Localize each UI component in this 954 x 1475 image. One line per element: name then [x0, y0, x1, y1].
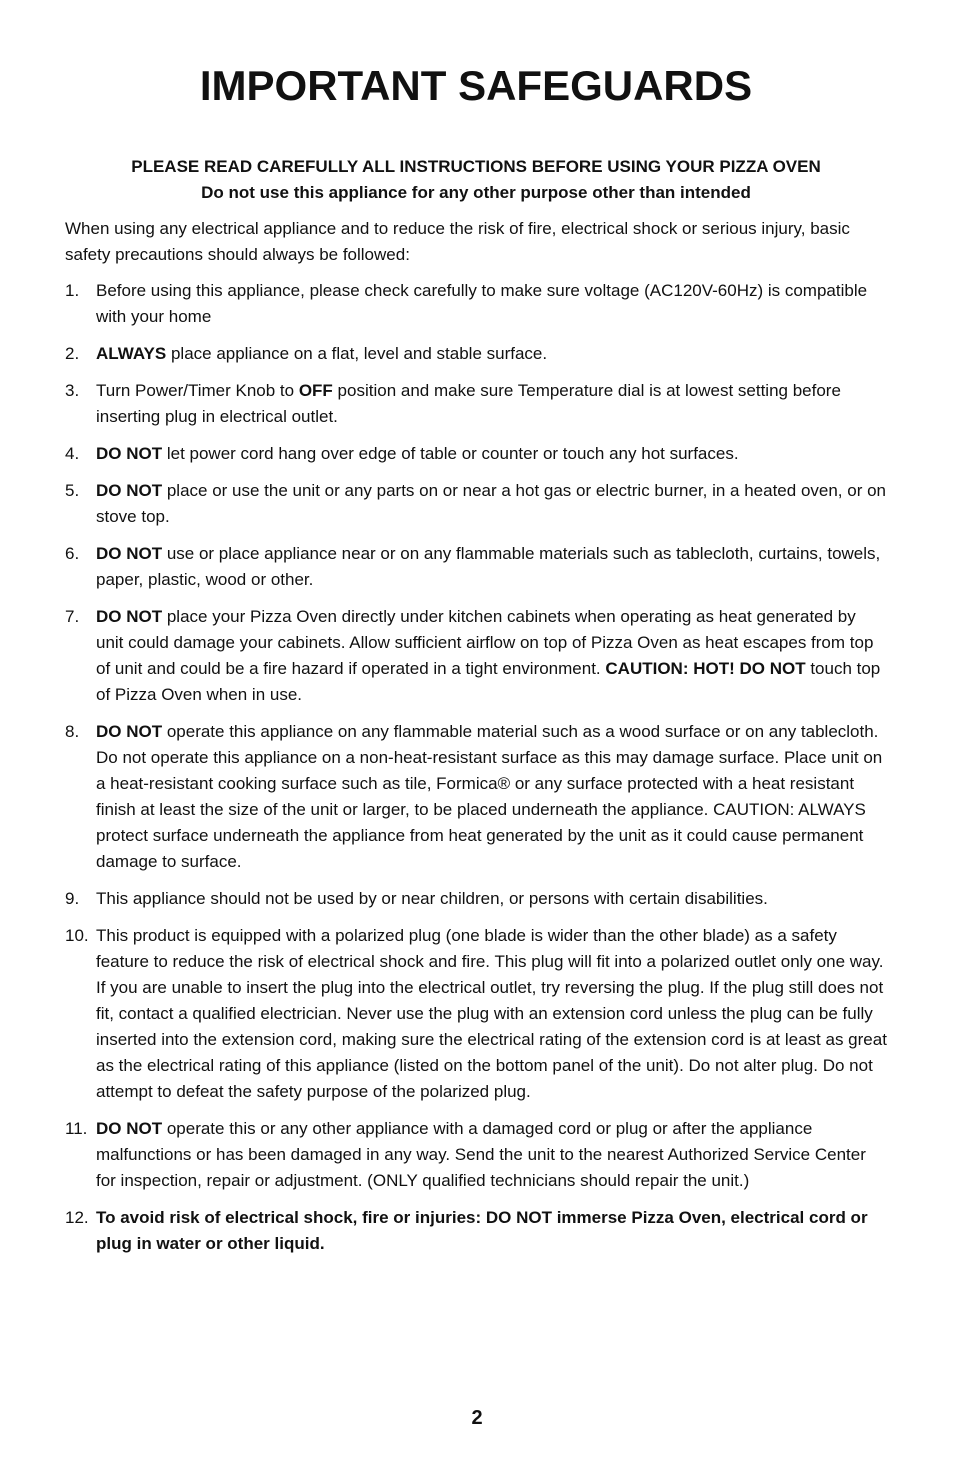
item-lead: DO NOT [96, 1119, 163, 1138]
item-bold: CAUTION: HOT! DO NOT [605, 659, 806, 678]
item-lead: DO NOT [96, 722, 163, 741]
list-item [65, 341, 887, 367]
subheading-intended-use: Do not use this appliance for any other purpose other than intended [201, 183, 751, 202]
list-item [65, 378, 887, 430]
item-lead: DO NOT [96, 607, 163, 626]
item-number: 7. [65, 607, 80, 626]
item-text: let power cord hang over edge of table or counter or touch any hot surfaces. [162, 444, 739, 463]
item-number: 9. [65, 889, 80, 908]
list-item [65, 1205, 887, 1257]
item-text: place appliance on a flat, level and stable surface. [166, 344, 548, 363]
item-text: operate this appliance on any flammable material such as a wood surface or on any tablecloth. Do not operate this appliance on a non-heat-resistant surface as this may damage surface. Place unit on a heat-resistant cooking surface such as tile, Formica® or any surface protected with a heat resistant finish at least the size of the unit or larger, to be placed underneath the appliance. CAUTION: ALWAYS protect surface underneath the appliance from heat generated by the unit as it could cause permanent damage to surface. [96, 722, 883, 871]
list-item [65, 441, 887, 467]
list-item [65, 478, 887, 530]
item-text: This appliance should not be used by or near children, or persons with certain disabilities. [96, 889, 768, 908]
item-number: 1. [65, 281, 80, 300]
item-number: 5. [65, 481, 80, 500]
item-number: 12. [65, 1208, 89, 1227]
list-item [65, 1116, 887, 1194]
safeguards-list [65, 278, 887, 1257]
list-item [65, 541, 887, 593]
item-text: This product is equipped with a polarized plug (one blade is wider than the other blade) as a safety feature to reduce the risk of electrical shock and fire. This plug will fit into a polarized outlet only one way. If you are unable to insert the plug into the electrical outlet, try reversing the plug. If the plug still does not fit, contact a qualified electrician. Never use the plug with an extension cord unless the plug can be fully inserted into the extension cord, making sure the electrical rating of the extension cord is at least as great as the electrical rating of this appliance (listed on the bottom panel of the unit). Do not alter plug. Do not attempt to defeat the safety purpose of the polarized plug. [96, 926, 887, 1101]
item-lead: DO NOT [96, 444, 163, 463]
item-number: 8. [65, 722, 80, 741]
item-text: place your Pizza Oven directly under kitchen cabinets when operating as heat generated by unit could damage your cabinets. Allow sufficient airflow on top of Pizza Oven as heat escapes from top of unit and could be a fire hazard if operated in a tight environment. [96, 607, 874, 678]
item-number: 3. [65, 381, 80, 400]
item-number: 2. [65, 344, 80, 363]
list-item [65, 604, 887, 708]
item-lead: DO NOT [96, 481, 163, 500]
item-text: position and make sure Temperature dial is at lowest setting before inserting plug in electrical outlet. [96, 381, 841, 426]
list-item [65, 886, 887, 912]
intro-paragraph: When using any electrical appliance and to reduce the risk of fire, electrical shock or serious injury, basic safety precautions should always be followed: [65, 219, 850, 264]
list-item [65, 719, 887, 875]
item-text: Turn Power/Timer Knob to [96, 381, 299, 400]
subheading-read-instructions: PLEASE READ CAREFULLY ALL INSTRUCTIONS BEFORE USING YOUR PIZZA OVEN [131, 157, 821, 176]
item-text: operate this or any other appliance with a damaged cord or plug or after the appliance malfunctions or has been damaged in any way. Send the unit to the nearest Authorized Service Center for inspection, repair or adjustment. (ONLY qualified technicians should repair the unit.) [96, 1119, 866, 1190]
item-number: 4. [65, 444, 80, 463]
page-title: IMPORTANT SAFEGUARDS [199, 62, 753, 109]
item-text: Before using this appliance, please check carefully to make sure voltage (AC120V-60Hz) is compatible with your home [96, 281, 868, 326]
page-number: 2 [471, 1407, 483, 1429]
item-number: 6. [65, 544, 80, 563]
item-bold: OFF [298, 381, 333, 400]
item-text: place or use the unit or any parts on or near a hot gas or electric burner, in a heated oven, or on stove top. [96, 481, 886, 526]
list-item [65, 923, 887, 1105]
document-page [65, 0, 887, 1268]
item-text: touch top of Pizza Oven when in use. [96, 659, 881, 704]
item-lead: To avoid risk of electrical shock, fire or injuries: DO NOT immerse Pizza Oven, electrical cord or plug in water or other liquid. [96, 1208, 868, 1253]
item-text: use or place appliance near or on any flammable materials such as tablecloth, curtains, towels, paper, plastic, wood or other. [96, 544, 881, 589]
item-lead: ALWAYS [96, 344, 167, 363]
item-number: 11. [65, 1119, 88, 1138]
item-lead: DO NOT [96, 544, 163, 563]
item-number: 10. [65, 926, 89, 945]
list-item [65, 278, 887, 330]
